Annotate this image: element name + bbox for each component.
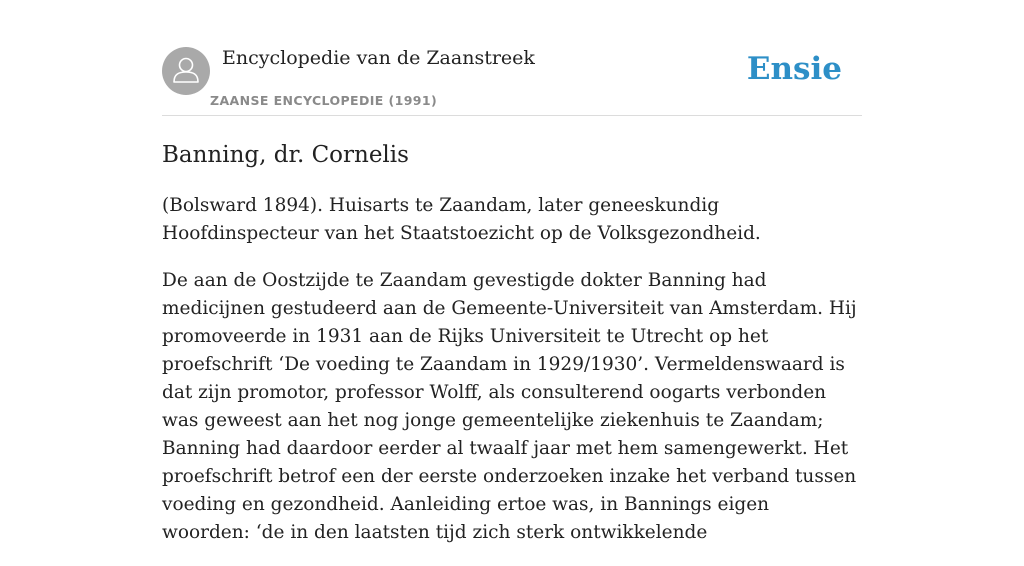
avatar[interactable] [162, 47, 210, 95]
source-title[interactable]: Encyclopedie van de Zaanstreek [222, 47, 535, 69]
article-container [162, 0, 862, 543]
entry-paragraph: De aan de Oostzijde te Zaandam gevestigde dokter Banning had medicijnen gestudeerd aan de Gemeente-Universiteit van Amsterdam. Hij promoveerde in 1931 aan de Rijks Universiteit te Utrecht op het proefschrift ‘De voeding te Zaandam in 1929/1930’. Vermeldenswaard is dat zijn promotor, professor Wolff, als consulterend oogarts verbonden was geweest aan het nog jonge gemeentelijke ziekenhuis te Zaandam; Banning had daardoor eerder al twaalf jaar met hem samengewerkt. Het proefschrift betrof een der eerste onderzoeken inzake het verband tussen voeding en gezondheid. Aanleiding ertoe was, in Bannings eigen woorden: ‘de in den laatsten tijd zich sterk ontwikkelende [162, 270, 857, 543]
user-silhouette-icon [162, 47, 210, 95]
entry-title: Banning, dr. Cornelis [162, 142, 409, 168]
entry-body [162, 192, 862, 566]
source-header [162, 0, 862, 116]
entry-paragraph: (Bolsward 1894). Huisarts te Zaandam, later geneeskundig Hoofdinspecteur van het Staatstoezicht op de Volksgezondheid. [162, 195, 761, 244]
source-subtitle: ZAANSE ENCYCLOPEDIE (1991) [210, 93, 438, 108]
ensie-logo[interactable]: Ensie [746, 51, 842, 87]
